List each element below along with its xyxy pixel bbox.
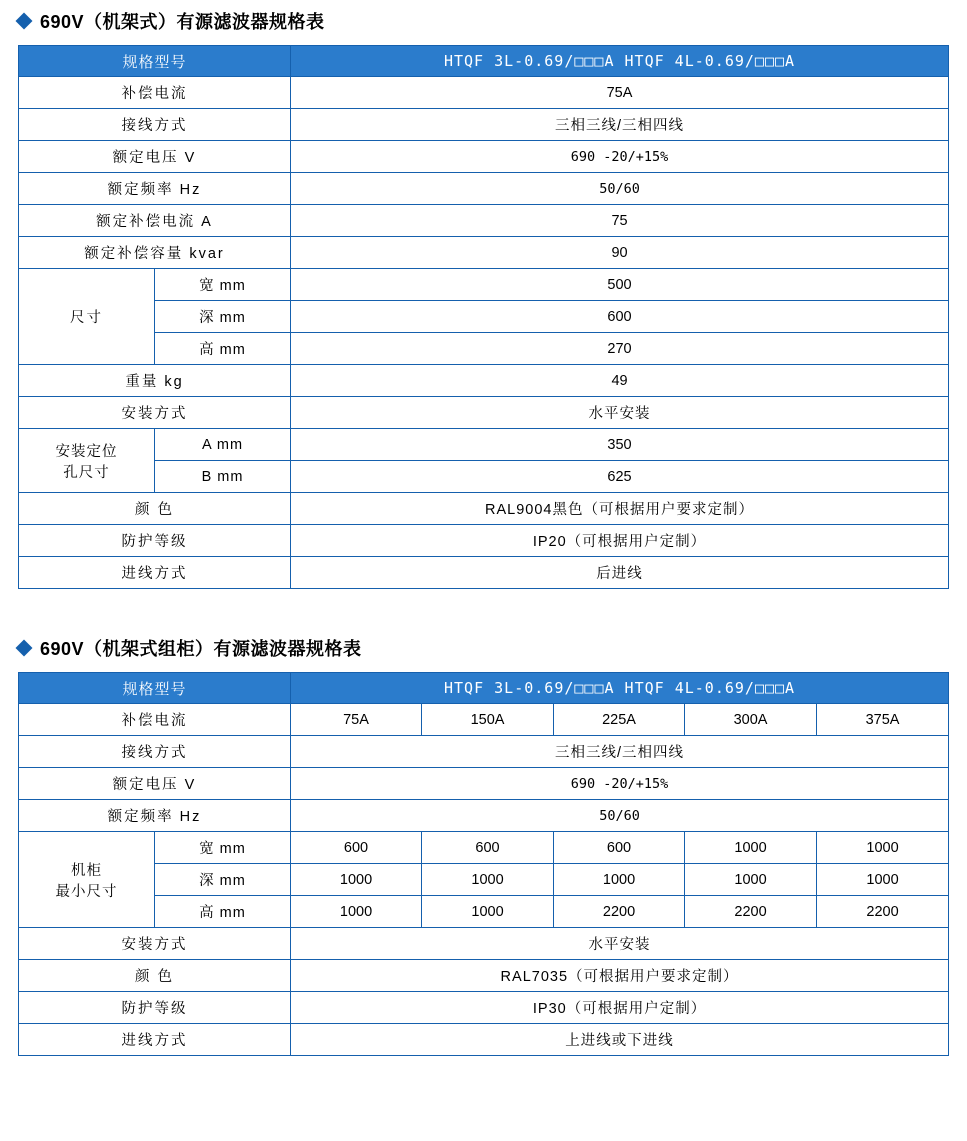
table-row — [19, 557, 949, 589]
table-row — [19, 768, 949, 800]
row-value: 2200 — [685, 896, 817, 928]
table-row-cabinet-size — [19, 896, 949, 928]
row-label: 防护等级 — [19, 992, 291, 1024]
row-value: 2200 — [817, 896, 949, 928]
header-cell-model-label: 规格型号 — [19, 673, 291, 704]
table-row-dimension — [19, 269, 949, 301]
row-sublabel: B mm — [155, 461, 291, 493]
row-label: 进线方式 — [19, 1024, 291, 1056]
table-row-mounting — [19, 429, 949, 461]
row-value: 50/60 — [291, 800, 949, 832]
header-cell-model-values: HTQF 3L-0.69/□□□A HTQF 4L-0.69/□□□A — [291, 46, 949, 77]
row-label: 接线方式 — [19, 736, 291, 768]
table-row — [19, 173, 949, 205]
row-value: RAL7035（可根据用户要求定制） — [291, 960, 949, 992]
row-value: 三相三线/三相四线 — [291, 109, 949, 141]
table-row — [19, 928, 949, 960]
table-row — [19, 77, 949, 109]
table-row-dimension — [19, 301, 949, 333]
table-row — [19, 992, 949, 1024]
row-label: 颜 色 — [19, 960, 291, 992]
spec-table-cabinet — [18, 672, 949, 1056]
row-label: 安装方式 — [19, 397, 291, 429]
row-value: IP20（可根据用户定制） — [291, 525, 949, 557]
row-value: 1000 — [685, 864, 817, 896]
section-title-cabinet — [18, 635, 949, 661]
row-label: 补偿电流 — [19, 704, 291, 736]
row-value: 300A — [685, 704, 817, 736]
row-label-dimension: 尺寸 — [19, 269, 155, 365]
table-row — [19, 800, 949, 832]
row-value: 75A — [291, 704, 422, 736]
table-row — [19, 237, 949, 269]
row-label: 补偿电流 — [19, 77, 291, 109]
row-value: 600 — [422, 832, 554, 864]
row-label: 防护等级 — [19, 525, 291, 557]
row-value: 350 — [291, 429, 949, 461]
row-value: 150A — [422, 704, 554, 736]
row-value: 上进线或下进线 — [291, 1024, 949, 1056]
row-value: 625 — [291, 461, 949, 493]
row-value: 三相三线/三相四线 — [291, 736, 949, 768]
diamond-bullet-icon — [16, 640, 33, 657]
row-value: 600 — [554, 832, 685, 864]
row-value: 75 — [291, 205, 949, 237]
row-value: 225A — [554, 704, 685, 736]
header-cell-model-values: HTQF 3L-0.69/□□□A HTQF 4L-0.69/□□□A — [291, 673, 949, 704]
row-label-cabinet-line2: 最小尺寸 — [55, 883, 118, 900]
table-row-dimension — [19, 333, 949, 365]
table-row — [19, 493, 949, 525]
row-sublabel: 深 mm — [155, 301, 291, 333]
table-row — [19, 141, 949, 173]
row-value: 375A — [817, 704, 949, 736]
row-value: 90 — [291, 237, 949, 269]
row-label: 额定电压 V — [19, 768, 291, 800]
table-row — [19, 525, 949, 557]
row-label: 安装方式 — [19, 928, 291, 960]
table-row — [19, 1024, 949, 1056]
row-value: 690 -20/+15% — [291, 141, 949, 173]
spec-table-rack — [18, 45, 949, 589]
row-label: 颜 色 — [19, 493, 291, 525]
row-sublabel: 高 mm — [155, 896, 291, 928]
table-row-mounting — [19, 461, 949, 493]
row-sublabel: 高 mm — [155, 333, 291, 365]
row-value: 49 — [291, 365, 949, 397]
diamond-bullet-icon — [16, 13, 33, 30]
row-sublabel: 深 mm — [155, 864, 291, 896]
row-sublabel: A mm — [155, 429, 291, 461]
row-value: 75A — [291, 77, 949, 109]
header-cell-model-label: 规格型号 — [19, 46, 291, 77]
row-value: RAL9004黑色（可根据用户要求定制） — [291, 493, 949, 525]
row-value: 1000 — [291, 896, 422, 928]
table-row-cabinet-size — [19, 832, 949, 864]
row-value: 1000 — [817, 864, 949, 896]
row-value: 水平安装 — [291, 928, 949, 960]
row-value: 1000 — [685, 832, 817, 864]
row-value: 后进线 — [291, 557, 949, 589]
row-value: 1000 — [554, 864, 685, 896]
row-label-mounting-line1: 安装定位 — [55, 443, 118, 460]
table-row-compensation — [19, 704, 949, 736]
section-title-text: 690V（机架式）有源滤波器规格表 — [40, 12, 325, 32]
row-label: 额定频率 Hz — [19, 800, 291, 832]
row-value: 600 — [291, 301, 949, 333]
row-label-mounting-line2: 孔尺寸 — [63, 464, 110, 481]
section-gap — [18, 589, 949, 635]
row-value: 690 -20/+15% — [291, 768, 949, 800]
table-row — [19, 365, 949, 397]
row-value: 1000 — [291, 864, 422, 896]
row-label: 额定补偿电流 A — [19, 205, 291, 237]
row-value: 50/60 — [291, 173, 949, 205]
row-label: 额定补偿容量 kvar — [19, 237, 291, 269]
row-label: 接线方式 — [19, 109, 291, 141]
row-value: 270 — [291, 333, 949, 365]
table-row-cabinet-size — [19, 864, 949, 896]
table-row — [19, 109, 949, 141]
table-header-row — [19, 673, 949, 704]
row-label: 额定电压 V — [19, 141, 291, 173]
table-header-row — [19, 46, 949, 77]
row-sublabel: 宽 mm — [155, 269, 291, 301]
row-value: 水平安装 — [291, 397, 949, 429]
row-value: 1000 — [817, 832, 949, 864]
row-value: 2200 — [554, 896, 685, 928]
section-title-rack — [18, 0, 949, 34]
row-value: 1000 — [422, 864, 554, 896]
row-label: 进线方式 — [19, 557, 291, 589]
row-label-cabinet-line1: 机柜 — [71, 862, 102, 879]
table-row — [19, 205, 949, 237]
row-sublabel: 宽 mm — [155, 832, 291, 864]
row-label: 额定频率 Hz — [19, 173, 291, 205]
row-value: 600 — [291, 832, 422, 864]
table-row — [19, 736, 949, 768]
section-title-text: 690V（机架式组柜）有源滤波器规格表 — [40, 639, 362, 659]
row-value: IP30（可根据用户定制） — [291, 992, 949, 1024]
table-row — [19, 960, 949, 992]
row-value: 500 — [291, 269, 949, 301]
row-label: 重量 kg — [19, 365, 291, 397]
row-value: 1000 — [422, 896, 554, 928]
row-label-mounting — [19, 429, 155, 493]
table-row — [19, 397, 949, 429]
row-label-cabinet-size — [19, 832, 155, 928]
